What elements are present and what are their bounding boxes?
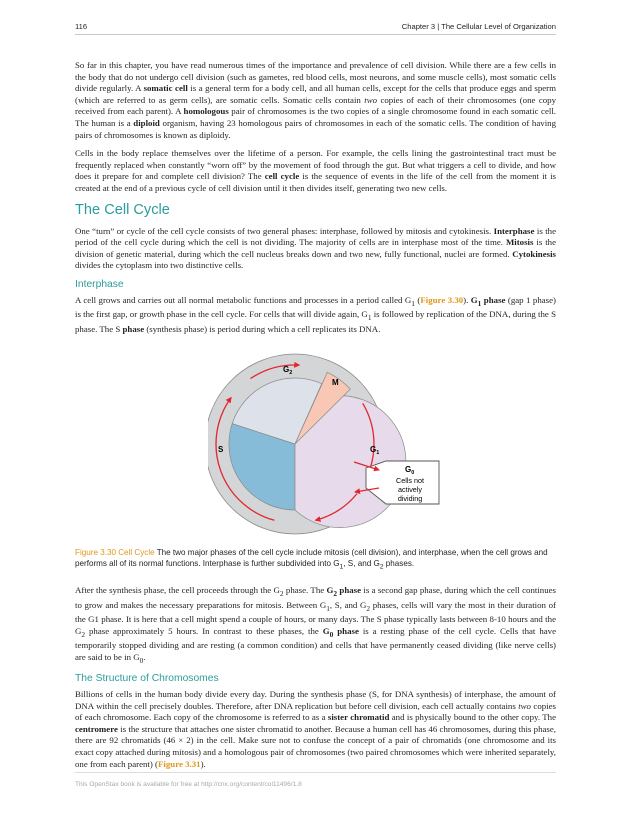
figure-caption: Figure 3.30 Cell Cycle The two major phases of the cell cycle include mitosis (cell division), and interphase, when the cell grows and performs all of its normal functions. Interphase is further subdivided into $G_1$, S, and $G_2$ phases. xyxy=(75,548,548,571)
figure-label: Figure 3.30 Cell Cycle xyxy=(75,548,155,558)
paragraph-interphase: A cell grows and carries out all normal metabolic functions and processes in a period called $G_1$ (Figure 3.30). $G_1$ phase (gap 1 phase) is the first gap, or growth phase in the cell cycle. For cells that will divide again, $G_1$ is followed by replication of the DNA, during the S phase. The S phase (synthesis phase) is period during which a cell replicates its DNA. xyxy=(75,294,556,334)
term-g0-phase: $G_0$ phase xyxy=(322,625,359,639)
label-g1: $G_1$ xyxy=(370,445,380,457)
paragraph-cell-replacement: Cells in the body replace themselves over the lifetime of a person. For example, the cells lining the gastrointestinal tract must be frequently replaced when constantly “worn off” by the movement of food through the gut. But what triggers a cell to divide, and how does it prepare for and complete cell division? The cell cycle is the sequence of events in the life of the cell from the moment it is created at the end of a previous cycle of cell division until it then divides itself, generating two new cells. xyxy=(75,148,556,193)
section-title-cell-cycle: The Cell Cycle xyxy=(75,201,170,218)
figure-3-30 xyxy=(75,342,556,542)
term-mitosis: Mitosis xyxy=(505,237,534,248)
term-centromere: centromere xyxy=(75,723,118,734)
label-g2: $G_2$ xyxy=(283,365,293,377)
header-rule xyxy=(75,34,556,35)
term-cell-cycle: cell cycle xyxy=(264,171,300,182)
term-s-phase: phase xyxy=(122,323,145,334)
cell-cycle-diagram xyxy=(208,342,478,542)
term-g2-phase: $G_2$ phase xyxy=(326,585,362,599)
paragraph-cell-cycle-phases: One “turn” or cycle of the cell cycle consists of two general phases: interphase, followed by mitosis and cytokinesis. Interphase is the period of the cell cycle during which the cell is not dividing. The majority of cells are in interphase most of the time. Mitosis is the division of genetic material, during which the cell nucleus breaks down and two new, fully functional, nuclei are formed. Cytokinesis divides the cytoplasm into two distinctive cells. xyxy=(75,225,557,271)
paragraph-g2-g0: After the synthesis phase, the cell proceeds through the $G_2$ phase. The $G_2$ phase is a second gap phase, during which the cell continues to grow and makes the necessary preparations for mitosis. Between $G_1$, S, and $G_2$ phases, cells will vary the most in their duration of the G1 phase. It is here that a cell might spend a couple of hours, or many days. The S phase typically lasts between 8-10 hours and the $G_2$ phase approximately 5 hours. In contrast to these phases, the $G_0$ phase is a resting phase of the cell cycle. Cells that have temporarily stopped dividing and are resting (a common condition) and cells that have permanently ceased dividing (like nerve cells) are said to be in $G_0$. xyxy=(75,585,557,665)
page-content xyxy=(75,60,556,777)
g0-desc-line2: actively xyxy=(398,485,422,495)
figure-3-30-link[interactable]: Figure 3.30 xyxy=(420,294,464,305)
page-number: 116 xyxy=(75,22,88,31)
label-g0: $G_0$ xyxy=(405,465,415,477)
term-g1-phase: $G_1$ phase xyxy=(470,294,506,308)
subsection-title-chromosomes: The Structure of Chromosomes xyxy=(75,673,219,685)
term-sister-chromatid: sister chromatid xyxy=(327,712,390,723)
label-s: S xyxy=(218,445,224,455)
paragraph-somatic-cells: So far in this chapter, you have read numerous times of the importance and prevalence of cell division. While there are a few cells in the body that do not undergo cell division (such as gametes, red blood cells, most neurons, and some muscle cells), most somatic cells divide regularly. A somatic cell is a general term for a body cell, and all human cells, except for the cells that produce eggs and sperm (which are referred to as germ cells), are somatic cells. Somatic cells contain two copies of each of their chromosomes (one copy received from each parent). A homologous pair of chromosomes is the two copies of a single chromosome found in each somatic cell. The human is a diploid organism, having 23 homologous pairs of chromosomes in each of the somatic cells. The condition of having pairs of chromosomes is known as diploidy. xyxy=(75,60,557,140)
chapter-title: Chapter 3 | The Cellular Level of Organization xyxy=(401,22,556,31)
term-somatic-cell: somatic cell xyxy=(143,83,188,94)
subsection-title-interphase: Interphase xyxy=(75,278,124,290)
term-cytokinesis: Cytokinesis xyxy=(512,248,556,259)
page-footer: This OpenStax book is available for free at http://cnx.org/content/col11496/1.8 xyxy=(75,781,302,788)
footer-rule xyxy=(75,772,556,773)
g0-desc-line3: dividing xyxy=(397,494,423,504)
g0-desc-line1: Cells not xyxy=(396,476,424,486)
label-m: M xyxy=(332,378,339,388)
term-homologous: homologous xyxy=(183,106,229,117)
paragraph-chromosome-structure: Billions of cells in the human body divide every day. During the synthesis phase (S, for DNA synthesis) of interphase, the amount of DNA within the cell precisely doubles. Therefore, after DNA replication but before cell division, each cell actually contains two copies of each chromosome. Each copy of the chromosome is referred to as a sister chromatid and is physically bound to the other copy. The centromere is the structure that attaches one sister chromatid to another. Because a human cell has 46 chromosomes, during this phase, there are 92 chromatids (46 × 2) in the cell. Make sure not to confuse the concept of a pair of chromatids (one chromosome and its exact copy attached during mitosis) and a homologous pair of chromosomes (two paired chromosomes which were inherited separately, one from each parent) (Figure 3.31). xyxy=(75,689,556,769)
figure-3-31-link[interactable]: Figure 3.31 xyxy=(158,758,201,769)
term-diploid: diploid xyxy=(133,117,160,128)
term-interphase: Interphase xyxy=(493,225,535,236)
